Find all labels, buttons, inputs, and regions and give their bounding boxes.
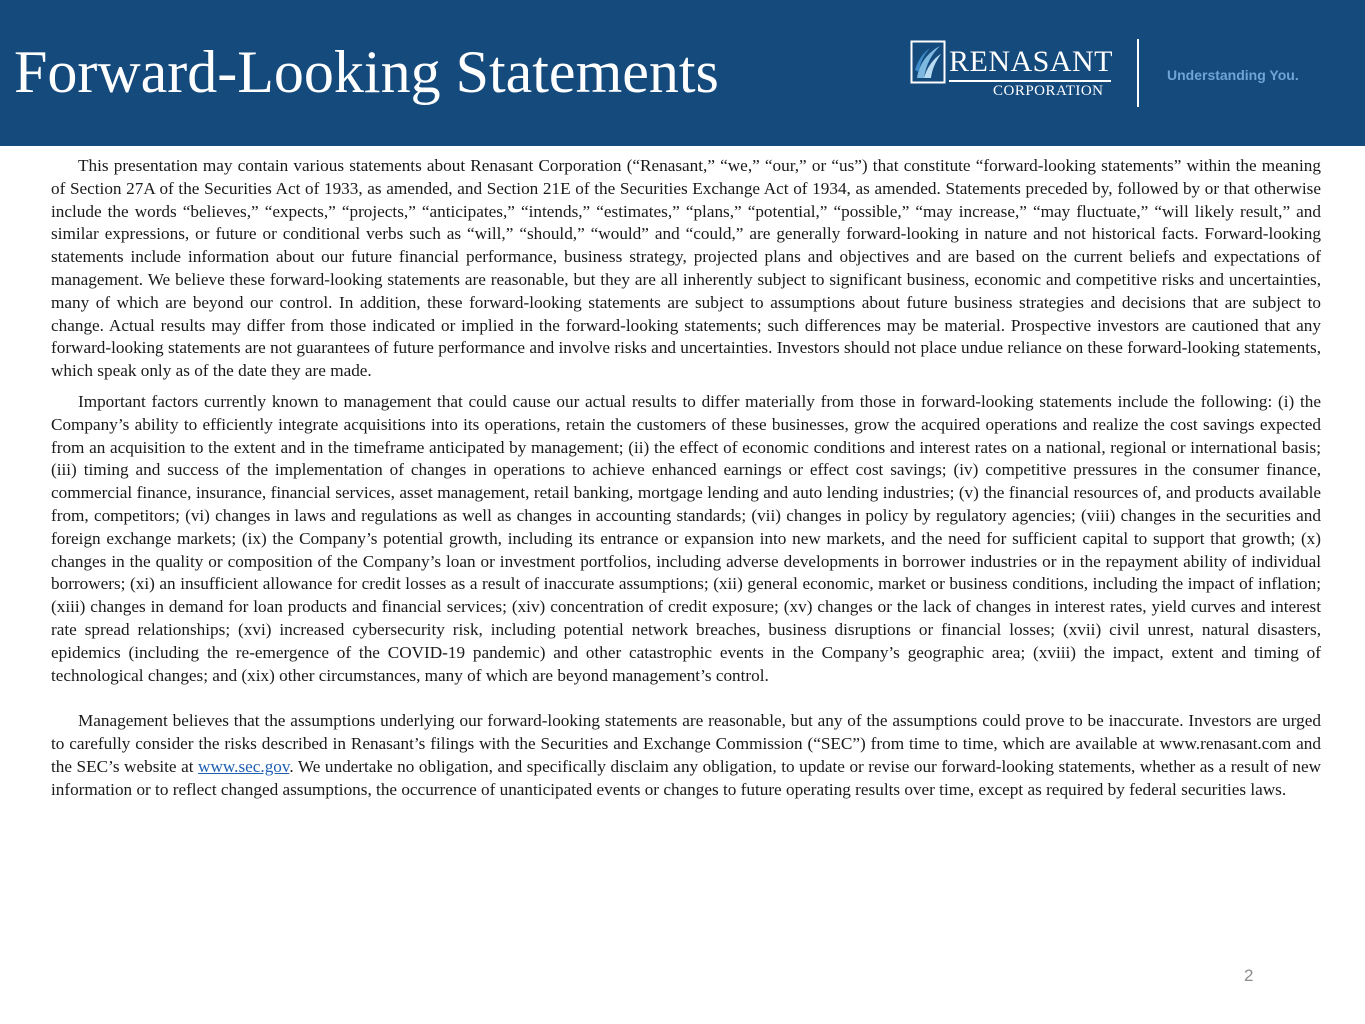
- paragraph-management: [51, 710, 1321, 801]
- paragraph-management-text-start: Management believes that the assumptions underlying our forward-looking statements are reasonable, but any of the assumptions could prove to be inaccurate. Investors are urged to carefully consider the risks described in Renasant’s filings with the Securities and Exchange Commission (“SEC”) from time to time, which are available at www.renasant.com and the SEC’s website at: [51, 711, 1321, 776]
- brand-name: RENASANT: [949, 45, 1114, 78]
- paragraph-intro: This presentation may contain various statements about Renasant Corporation (“Renasant,” “we,” “our,” or “us”) that constitute “forward-looking statements” within the meaning of Section 27A of the Securities Act of 1933, as amended, and Section 21E of the Securities Exchange Act of 1934, as amended. Statements preceded by, followed by or that otherwise include the words “believes,” “expects,” “projects,” “anticipates,” “intends,” “estimates,” “plans,” “potential,” “possible,” “may increase,” “may fluctuate,” “will likely result,” and similar expressions, or future or conditional verbs such as “will,” “should,” “would” and “could,” are generally forward-looking in nature and not historical facts. Forward-looking statements include information about our future financial performance, business strategy, projected plans and objectives and are based on the current beliefs and expectations of management. We believe these forward-looking statements are reasonable, but they are all inherently subject to significant business, economic and competitive risks and uncertainties, many of which are beyond our control. In addition, these forward-looking statements are subject to assumptions about future business strategies and decisions that are subject to change. Actual results may differ from those indicated or implied in the forward-looking statements; such differences may be material. Prospective investors are cautioned that any forward-looking statements are not guarantees of future performance and involve risks and uncertainties. Investors should not place undue reliance on these forward-looking statements, which speak only as of the date they are made.: [51, 156, 1321, 381]
- logo-divider: [1137, 39, 1139, 107]
- header-banner: [0, 0, 1365, 146]
- statement-body: [51, 155, 1321, 802]
- paragraph-factors: Important factors currently known to management that could cause our actual results to differ materially from those in forward-looking statements include the following: (i) the Company’s ability to efficiently integrate acquisitions into its operations, retain the customers of these businesses, grow the acquired operations and realize the cost savings expected from an acquisition to the extent and in the timeframe anticipated by management; (ii) the effect of economic conditions and interest rates on a national, regional or international basis; (iii) timing and success of the implementation of changes in operations to achieve enhanced earnings or effect cost savings; (iv) competitive pressures in the consumer finance, commercial finance, insurance, financial services, asset management, retail banking, mortgage lending and auto lending industries; (v) the financial resources of, and products available from, competitors; (vi) changes in laws and regulations as well as changes in accounting standards; (vii) changes in policy by regulatory agencies; (viii) changes in the securities and foreign exchange markets; (ix) the Company’s potential growth, including its entrance or expansion into new markets, and the need for sufficient capital to support that growth; (x) changes in the quality or composition of the Company’s loan or investment portfolios, including adverse developments in borrower industries or in the repayment ability of individual borrowers; (xi) an insufficient allowance for credit losses as a result of inaccurate assumptions; (xii) general economic, market or business conditions, including the impact of inflation; (xiii) changes in demand for loan products and financial services; (xiv) concentration of credit exposure; (xv) changes or the lack of changes in interest rates, yield curves and interest rate spread relationships; (xvi) increased cybersecurity risk, including potential network breaches, business disruptions or financial losses; (xvii) civil unrest, natural disasters, epidemics (including the re-emergence of the COVID-19 pandemic) and other catastrophic events in the Company’s geographic area; (xviii) the impact, extent and timing of technological changes; and (xix) other circumstances, many of which are beyond management’s control.: [51, 391, 1321, 685]
- brand-subtitle: CORPORATION: [993, 83, 1104, 99]
- sec-website-link[interactable]: www.sec.gov: [198, 756, 290, 776]
- renasant-leaf-icon: [910, 40, 946, 84]
- page-title: Forward-Looking Statements: [14, 39, 719, 105]
- brand-tagline: Understanding You.: [1167, 67, 1299, 83]
- page-number: 2: [1244, 966, 1254, 985]
- renasant-logo: [906, 36, 1326, 112]
- paragraph-management-text-end: . We undertake no obligation, and specifically disclaim any obligation, to update or revise our forward-looking statements, whether as a result of new information or to reflect changed assumptions, the occurrence of unanticipated events or changes to future operating results over time, except as required by federal securities laws.: [51, 756, 1321, 799]
